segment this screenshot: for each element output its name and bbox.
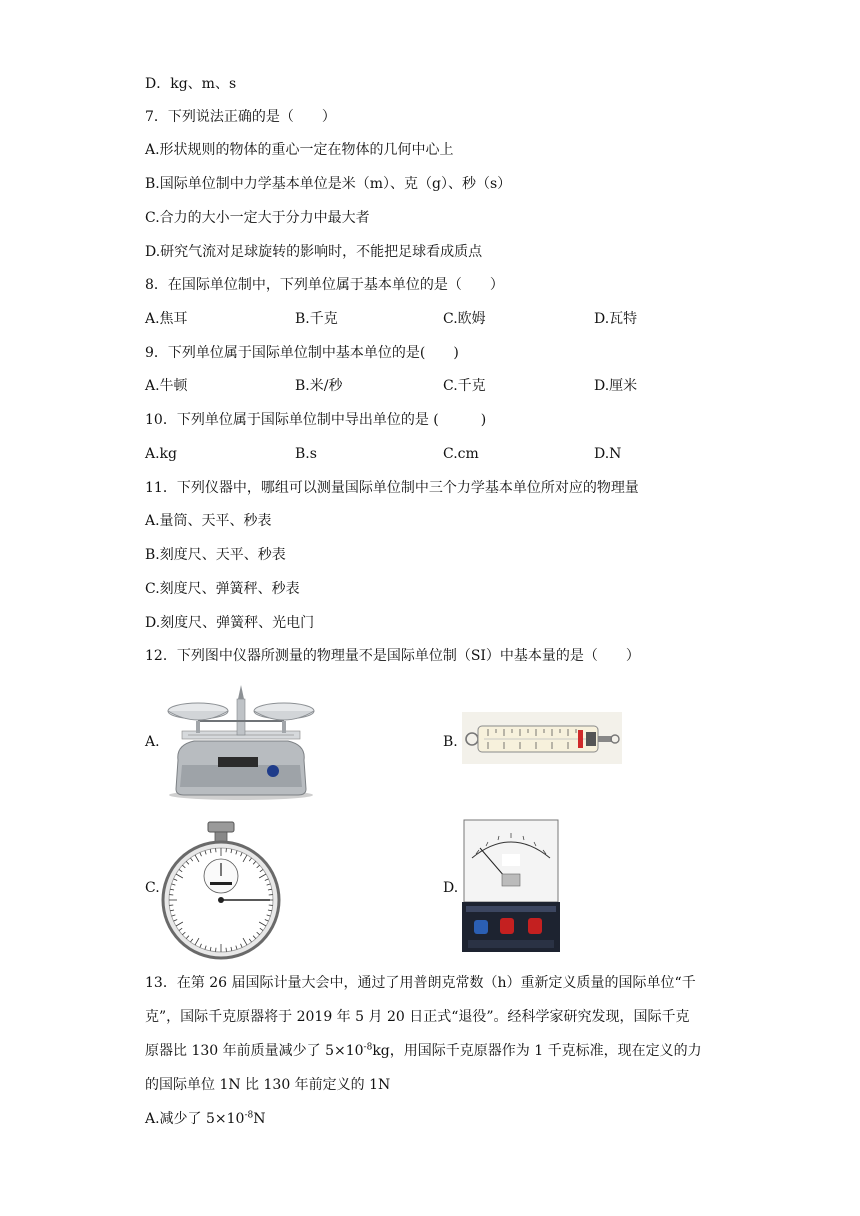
question-11-stem: 11．下列仪器中，哪组可以测量国际单位制中三个力学基本单位所对应的物理量 (145, 480, 639, 496)
option-a: A.kg (145, 446, 178, 462)
q13-line3-pre: 原器比 130 年前质量减少了 5×10 (145, 1043, 364, 1059)
question-11-option-d: D.刻度尺、弹簧秤、光电门 (145, 615, 315, 631)
question-9-options (145, 376, 705, 396)
question-13-line-3 (145, 1041, 702, 1061)
question-7-option-d: D.研究气流对足球旋转的影响时，不能把足球看成质点 (145, 244, 483, 260)
option-b: B.米/秒 (295, 378, 343, 394)
question-12-option-c-label: C. (145, 880, 160, 896)
ammeter-icon (462, 818, 560, 954)
question-13-line-1: 13．在第 26 届国际计量大会中，通过了用普朗克常数（h）重新定义质量的国际单位“千 (145, 975, 696, 991)
question-8-options (145, 309, 705, 329)
question-11-option-c: C.刻度尺、弹簧秤、秒表 (145, 581, 300, 597)
option-d-prev: D．kg、m、s (145, 76, 237, 92)
question-9-stem: 9．下列单位属于国际单位制中基本单位的是( ) (145, 345, 459, 361)
question-10-options (145, 444, 705, 464)
option-a: A.牛顿 (145, 378, 188, 394)
q13-exponent: -8 (363, 1042, 373, 1053)
question-13-line-2: 克”，国际千克原器将于 2019 年 5 月 20 日正式“退役”。经科学家研究发现，国际千克 (145, 1009, 690, 1025)
option-c: C.cm (443, 446, 479, 462)
option-c: C.欧姆 (443, 311, 486, 327)
question-12-stem: 12．下列图中仪器所测量的物理量不是国际单位制（SI）中基本量的是（ ） (145, 648, 640, 664)
question-7-option-a: A.形状规则的物体的重心一定在物体的几何中心上 (145, 142, 454, 158)
q13-opt-a-pre: A.减少了 5×10 (145, 1111, 245, 1127)
option-b: B.千克 (295, 311, 338, 327)
question-7-option-c: C.合力的大小一定大于分力中最大者 (145, 210, 370, 226)
balance-scale-icon (160, 685, 322, 801)
option-b: B.s (295, 446, 317, 462)
q13-line3-post: kg，用国际千克原器作为 1 千克标准，现在定义的力 (372, 1043, 702, 1059)
question-8-stem: 8．在国际单位制中，下列单位属于基本单位的是（ ） (145, 277, 504, 293)
option-d: D.瓦特 (594, 311, 638, 327)
question-12-option-d-label: D. (443, 880, 459, 896)
question-7-option-b: B.国际单位制中力学基本单位是米（m）、克（g）、秒（s） (145, 176, 512, 192)
question-10-stem: 10．下列单位属于国际单位制中导出单位的是 ( ) (145, 412, 487, 428)
question-12-option-a-label: A. (145, 734, 160, 750)
question-12-option-b-label: B. (443, 734, 458, 750)
spring-scale-icon (462, 712, 622, 764)
stopwatch-icon (160, 820, 282, 960)
option-c: C.千克 (443, 378, 486, 394)
question-13-option-a (145, 1109, 266, 1129)
option-d: D.厘米 (594, 378, 638, 394)
question-7-stem: 7．下列说法正确的是（ ） (145, 109, 336, 125)
question-11-option-a: A.量筒、天平、秒表 (145, 513, 272, 529)
question-13-line-4: 的国际单位 1N 比 130 年前定义的 1N (145, 1077, 391, 1093)
option-d: D.N (594, 446, 622, 462)
q13-opt-a-exponent: -8 (244, 1110, 254, 1121)
option-a: A.焦耳 (145, 311, 188, 327)
q13-opt-a-post: N (253, 1111, 266, 1127)
question-11-option-b: B.刻度尺、天平、秒表 (145, 547, 286, 563)
